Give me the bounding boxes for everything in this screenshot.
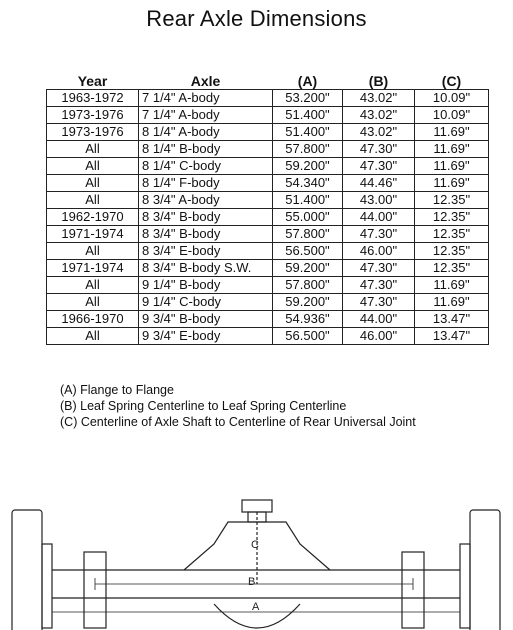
right-wheel	[470, 510, 500, 630]
cell-a: 57.800"	[273, 277, 343, 294]
cell-c: 12.35"	[415, 209, 489, 226]
table-body	[47, 90, 489, 345]
cell-b: 47.30"	[343, 294, 415, 311]
table-row	[47, 260, 489, 277]
table-row	[47, 243, 489, 260]
table-row	[47, 90, 489, 107]
cell-b: 47.30"	[343, 226, 415, 243]
cell-year: 1971-1974	[47, 260, 139, 277]
cell-b: 46.00"	[343, 243, 415, 260]
table-row	[47, 141, 489, 158]
table-row	[47, 277, 489, 294]
cell-axle: 8 1/4" F-body	[139, 175, 273, 192]
cell-b: 44.46"	[343, 175, 415, 192]
cell-c: 11.69"	[415, 277, 489, 294]
table-row	[47, 226, 489, 243]
cell-c: 11.69"	[415, 175, 489, 192]
cell-c: 11.69"	[415, 294, 489, 311]
cell-year: All	[47, 277, 139, 294]
cell-a: 53.200"	[273, 90, 343, 107]
diagram-label-b: B	[248, 576, 256, 588]
cell-c: 10.09"	[415, 107, 489, 124]
cell-axle: 8 3/4" A-body	[139, 192, 273, 209]
left-wheel	[12, 510, 42, 630]
header-year: Year	[77, 72, 108, 89]
cell-year: All	[47, 175, 139, 192]
table-header-row	[47, 73, 489, 90]
cell-axle: 7 1/4" A-body	[139, 107, 273, 124]
header-axle: Axle	[190, 72, 221, 89]
diagram-label-a: A	[252, 601, 260, 613]
cell-c: 11.69"	[415, 141, 489, 158]
cell-year: All	[47, 328, 139, 345]
cell-axle: 8 3/4" E-body	[139, 243, 273, 260]
page-title: Rear Axle Dimensions	[146, 6, 367, 31]
cell-b: 47.30"	[343, 260, 415, 277]
cell-axle: 9 1/4" B-body	[139, 277, 273, 294]
cell-axle: 8 3/4" B-body S.W.	[139, 260, 273, 277]
cell-year: All	[47, 294, 139, 311]
cell-a: 59.200"	[273, 294, 343, 311]
table-row	[47, 107, 489, 124]
legend-item-c: (C) Centerline of Axle Shaft to Centerline of Rear Universal Joint	[60, 415, 416, 429]
cell-c: 12.35"	[415, 192, 489, 209]
cell-axle: 8 3/4" B-body	[139, 226, 273, 243]
table-row	[47, 124, 489, 141]
cell-c: 12.35"	[415, 243, 489, 260]
cell-a: 57.800"	[273, 141, 343, 158]
cell-c: 13.47"	[415, 328, 489, 345]
cell-year: 1963-1972	[47, 90, 139, 107]
cell-b: 44.00"	[343, 311, 415, 328]
cell-c: 12.35"	[415, 260, 489, 277]
table-row	[47, 294, 489, 311]
cell-a: 54.936"	[273, 311, 343, 328]
cell-c: 10.09"	[415, 90, 489, 107]
cell-year: 1973-1976	[47, 124, 139, 141]
legend-item-a: (A) Flange to Flange	[60, 383, 174, 397]
table-row	[47, 209, 489, 226]
cell-year: All	[47, 141, 139, 158]
cell-a: 51.400"	[273, 107, 343, 124]
cell-b: 43.02"	[343, 90, 415, 107]
cell-a: 56.500"	[273, 328, 343, 345]
legend-item-b: (B) Leaf Spring Centerline to Leaf Spring Centerline	[60, 399, 347, 413]
table-row	[47, 328, 489, 345]
cell-b: 44.00"	[343, 209, 415, 226]
cell-b: 47.30"	[343, 141, 415, 158]
cell-year: 1971-1974	[47, 226, 139, 243]
cell-c: 13.47"	[415, 311, 489, 328]
rear-axle-diagram	[0, 492, 513, 630]
cell-a: 51.400"	[273, 124, 343, 141]
cell-b: 43.00"	[343, 192, 415, 209]
cell-a: 56.500"	[273, 243, 343, 260]
cell-c: 11.69"	[415, 124, 489, 141]
cell-c: 12.35"	[415, 226, 489, 243]
cell-year: All	[47, 243, 139, 260]
cell-year: 1973-1976	[47, 107, 139, 124]
pinion-yoke	[242, 500, 272, 512]
cell-a: 59.200"	[273, 260, 343, 277]
header-a: (A)	[297, 72, 318, 89]
legend	[60, 382, 416, 430]
table-row	[47, 192, 489, 209]
cell-axle: 8 1/4" A-body	[139, 124, 273, 141]
cell-b: 47.30"	[343, 158, 415, 175]
cell-year: 1962-1970	[47, 209, 139, 226]
cell-b: 43.02"	[343, 124, 415, 141]
right-brake-drum	[460, 544, 470, 628]
cell-b: 47.30"	[343, 277, 415, 294]
axle-dimensions-table	[46, 73, 489, 345]
cell-b: 43.02"	[343, 107, 415, 124]
cell-year: All	[47, 192, 139, 209]
table-row	[47, 175, 489, 192]
cell-a: 59.200"	[273, 158, 343, 175]
header-c: (C)	[441, 72, 462, 89]
cell-a: 51.400"	[273, 192, 343, 209]
cell-b: 46.00"	[343, 328, 415, 345]
cell-a: 54.340"	[273, 175, 343, 192]
cell-axle: 9 3/4" E-body	[139, 328, 273, 345]
table-row	[47, 311, 489, 328]
cell-year: 1966-1970	[47, 311, 139, 328]
cell-axle: 7 1/4" A-body	[139, 90, 273, 107]
cell-axle: 9 3/4" B-body	[139, 311, 273, 328]
cell-axle: 8 3/4" B-body	[139, 209, 273, 226]
cell-axle: 9 1/4" C-body	[139, 294, 273, 311]
cell-year: All	[47, 158, 139, 175]
diagram-label-c: C	[251, 539, 259, 551]
cell-c: 11.69"	[415, 158, 489, 175]
table-row	[47, 158, 489, 175]
cell-axle: 8 1/4" C-body	[139, 158, 273, 175]
cell-axle: 8 1/4" B-body	[139, 141, 273, 158]
cell-a: 57.800"	[273, 226, 343, 243]
cell-a: 55.000"	[273, 209, 343, 226]
header-b: (B)	[368, 72, 389, 89]
left-brake-drum	[42, 544, 52, 628]
